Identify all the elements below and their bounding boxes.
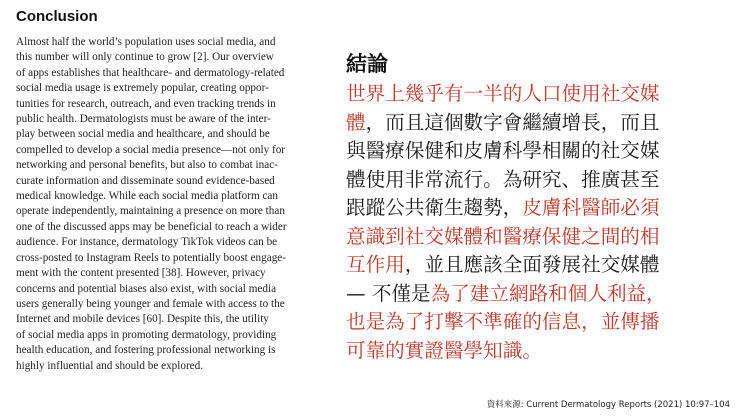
translation-line	[346, 109, 731, 138]
paper-line: ment with the content presented [38]. However, privacy	[16, 267, 266, 280]
plain-text: 體使用非常流行。為研究、推廣甚至	[346, 167, 660, 191]
paper-line: operate independently, maintaining a presence on more than	[16, 205, 285, 218]
paper-line: play between social media and healthcare, and should be	[16, 128, 270, 141]
paper-line: audience. For instance, dermatology TikTok videos can be	[16, 236, 278, 249]
paper-line: cross-posted to Instagram Reels to potentially boost engage-	[16, 251, 286, 264]
translation-line	[346, 337, 731, 366]
paper-line: Almost half the world’s population uses social media, and	[16, 36, 276, 48]
paper-line: one of the discussed apps may be beneficial to reach a wider	[16, 220, 287, 233]
highlighted-text: 為了建立網路和個人利益，	[430, 281, 666, 305]
highlighted-text: 意識到社交媒體和醫療保健之間的相	[346, 224, 660, 248]
paper-body	[16, 35, 328, 374]
highlighted-text: 也是為了打擊不準確的信息，並傳播	[346, 310, 660, 333]
translation-line	[346, 166, 731, 195]
plain-text: ，而且這個數字會繼續增長，而且	[365, 110, 660, 134]
translation-line	[346, 194, 731, 223]
paper-line: users generally being younger and female with access to the	[16, 297, 285, 310]
highlighted-text: 世界上幾乎有一半的人口使用社交媒	[346, 82, 660, 105]
source-citation: 資料來源: Current Dermatology Reports (2021) 10:97–104	[486, 400, 730, 410]
paper-line: public health. Dermatologists must be aware of the inter-	[16, 113, 271, 126]
highlighted-text: 體	[346, 110, 366, 134]
plain-text: — 不僅是	[346, 281, 431, 305]
paper-line: networking and personal benefits, but also to combat inac-	[16, 159, 278, 172]
paper-line: social media usage is extremely popular, creating oppor-	[16, 82, 269, 95]
paper-line: medical knowledge. While each social media platform can	[16, 190, 278, 203]
plain-text: 與醫療保健和皮膚科學相關的社交媒	[346, 139, 660, 162]
paper-line: tunities for research, outreach, and even tracking trends in	[16, 97, 276, 110]
translation-line	[346, 80, 731, 109]
paper-line: concerns and potential biases also exist, with social media	[16, 282, 277, 295]
highlighted-text: 可靠的實證醫學知識。	[346, 338, 542, 362]
paper-line: of apps establishes that healthcare- and dermatology-related	[16, 66, 285, 79]
highlighted-text: 皮膚科醫師必須	[522, 196, 660, 219]
paper-line: of social media apps in promoting dermatology, providing	[16, 328, 277, 341]
plain-text: ，並且應該全面發展社交媒體	[404, 253, 660, 276]
translation-line	[346, 280, 731, 309]
translation-title: 結論	[346, 52, 388, 76]
translation-body	[346, 80, 731, 365]
paper-line: health education, and fostering professional networking is	[16, 344, 276, 357]
translation-line	[346, 137, 731, 166]
translation-line	[346, 308, 731, 337]
plain-text: 跟蹤公共衛生趨勢，	[346, 196, 523, 219]
paper-line: this number will only continue to grow [2]. Our overview	[16, 51, 274, 64]
translation-line	[346, 251, 731, 280]
paper-line: Internet and mobile devices [60]. Despite this, the utility	[16, 313, 269, 326]
paper-line: curate information and disseminate sound evidence-based	[16, 174, 275, 187]
paper-heading: Conclusion	[16, 8, 98, 25]
highlighted-text: 互作用	[346, 253, 405, 276]
paper-line: highly influential and should be explored.	[16, 359, 204, 372]
paper-excerpt	[16, 8, 328, 408]
translation-line	[346, 223, 731, 252]
translation-panel	[346, 48, 731, 365]
paper-line: compelled to develop a social media presence—not only for	[16, 143, 286, 156]
